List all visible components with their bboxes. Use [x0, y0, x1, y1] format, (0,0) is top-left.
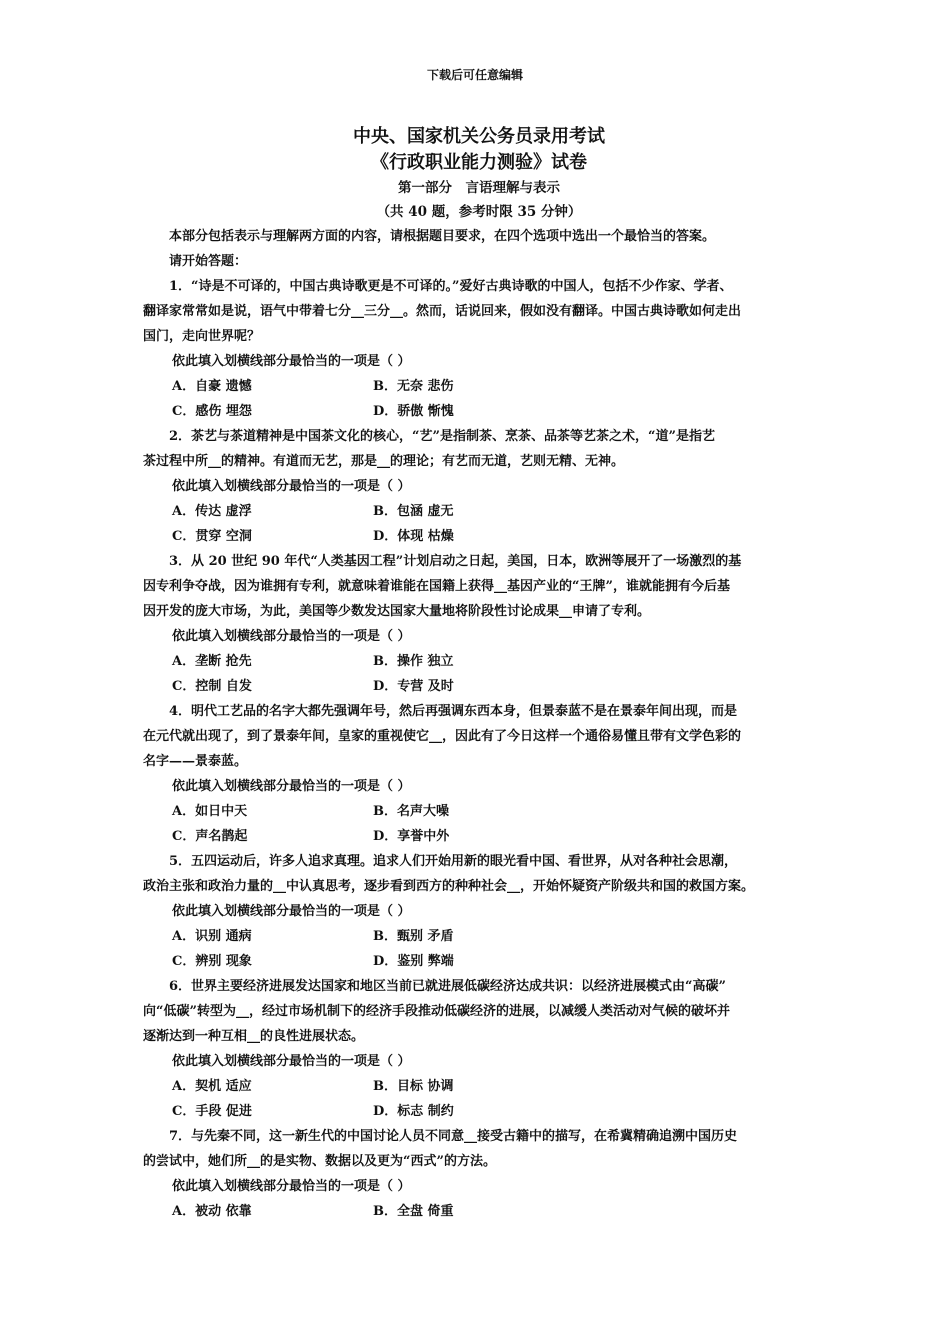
answer-option[interactable]: D．享誉中外 [373, 829, 450, 844]
answer-option[interactable]: D．专营 及时 [373, 679, 454, 694]
answer-option[interactable]: B．无奈 悲伤 [373, 379, 454, 394]
question-prompt: 依此填入划横线部分最恰当的一项是（ ） [172, 479, 411, 494]
answer-option[interactable]: C．控制 自发 [172, 679, 252, 694]
option-row [143, 524, 815, 549]
question-text-line: 茶过程中所__的精神。有道而无艺，那是__的理论；有艺而无道，艺则无精、无神。 [143, 454, 625, 469]
question-text-line: 2．茶艺与茶道精神是中国茶文化的核心，“艺”是指制茶、烹茶、品茶等艺茶之术，“道”是指艺 [169, 429, 715, 444]
answer-option[interactable]: B．目标 协调 [373, 1079, 454, 1094]
question-4 [143, 699, 815, 849]
start-prompt: 请开始答题： [169, 254, 248, 269]
answer-option[interactable]: D．体现 枯燥 [373, 529, 454, 544]
answer-option[interactable]: A．被动 依靠 [172, 1204, 252, 1219]
answer-option[interactable]: D．标志 制约 [373, 1104, 454, 1119]
answer-option[interactable]: B．包涵 虚无 [373, 504, 454, 519]
answer-option[interactable]: C．感伤 埋怨 [172, 404, 252, 419]
question-list [143, 274, 815, 1224]
option-row [143, 649, 815, 674]
answer-option[interactable]: A．识别 通病 [172, 929, 252, 944]
answer-option[interactable]: C．声名鹊起 [172, 829, 248, 844]
option-row [143, 374, 815, 399]
question-text-line: 因开发的庞大市场，为此，美国等少数发达国家大量地将阶段性讨论成果__申请了专利。 [143, 604, 651, 619]
question-text-line: 因专利争夺战，因为谁拥有专利，就意味着谁能在国籍上获得__基因产业的“王牌”，谁就能拥有今后基 [143, 579, 730, 594]
question-1 [143, 274, 815, 424]
question-3 [143, 549, 815, 699]
question-text-line: 3．从 20 世纪 90 年代“人类基因工程”计划启动之日起，美国，日本，欧洲等展开了一场激烈的基 [169, 554, 742, 569]
option-row [143, 824, 815, 849]
option-row [143, 674, 815, 699]
question-prompt: 依此填入划横线部分最恰当的一项是（ ） [172, 779, 411, 794]
question-text-line: 5．五四运动后，许多人追求真理。追求人们开始用新的眼光看中国、看世界，从对各种社会思潮， [169, 854, 738, 869]
question-text-line: 的尝试中，她们所__的是实物、数据以及更为“西式”的方法。 [143, 1154, 496, 1169]
question-text-line: 国门，走向世界呢？ [143, 329, 261, 344]
answer-option[interactable]: A．垄断 抢先 [172, 654, 252, 669]
question-text-line: 翻译家常常如是说，语气中带着七分__三分__。然而，话说回来，假如没有翻译。中国古典诗歌如何走出 [143, 304, 742, 319]
answer-option[interactable]: A．契机 适应 [172, 1079, 252, 1094]
section-info: （共 40 题，参考时限 35 分钟） [376, 204, 582, 220]
question-prompt: 依此填入划横线部分最恰当的一项是（ ） [172, 904, 411, 919]
question-text-line: 逐渐达到一种互相__的良性进展状态。 [143, 1029, 365, 1044]
section-name: 第一部分 言语理解与表示 [398, 180, 560, 196]
question-text-line: 4．明代工艺品的名字大都先强调年号，然后再强调东西本身，但景泰蓝不是在景泰年间出现，而是 [169, 704, 738, 719]
question-prompt: 依此填入划横线部分最恰当的一项是（ ） [172, 1179, 411, 1194]
answer-option[interactable]: C．贯穿 空洞 [172, 529, 252, 544]
question-prompt: 依此填入划横线部分最恰当的一项是（ ） [172, 629, 411, 644]
section-instructions: 本部分包括表示与理解两方面的内容，请根据题目要求，在四个选项中选出一个最恰当的答案。 [169, 229, 716, 244]
option-row [143, 924, 815, 949]
question-text-line: 名字——景泰蓝。 [143, 754, 248, 769]
option-row [143, 399, 815, 424]
answer-option[interactable]: B．名声大噪 [373, 804, 449, 819]
question-6 [143, 974, 815, 1124]
question-prompt: 依此填入划横线部分最恰当的一项是（ ） [172, 354, 411, 369]
question-text-line: 6．世界主要经济进展发达国家和地区当前已就进展低碳经济达成共识：以经济进展模式由“高碳” [169, 979, 727, 994]
exam-title-line-1: 中央、国家机关公务员录用考试 [353, 126, 605, 147]
answer-option[interactable]: C．手段 促进 [172, 1104, 252, 1119]
question-text-line: 在元代就出现了，到了景泰年间，皇家的重视使它__，因此有了今日这样一个通俗易懂且带有文学色彩的 [143, 729, 742, 744]
question-2 [143, 424, 815, 549]
question-text-line: 1．“诗是不可译的，中国古典诗歌更是不可译的。”爱好古典诗歌的中国人，包括不少作家、学者、 [169, 279, 733, 294]
question-7 [143, 1124, 815, 1224]
exam-content [143, 124, 815, 1224]
answer-option[interactable]: D．骄傲 惭愧 [373, 404, 454, 419]
exam-title-line-2: 《行政职业能力测验》试卷 [371, 152, 587, 173]
question-5 [143, 849, 815, 974]
answer-option[interactable]: D．鉴别 弊端 [373, 954, 454, 969]
option-row [143, 1099, 815, 1124]
option-row [143, 949, 815, 974]
option-row [143, 499, 815, 524]
answer-option[interactable]: B．全盘 倚重 [373, 1204, 454, 1219]
answer-option[interactable]: B．操作 独立 [373, 654, 454, 669]
answer-option[interactable]: A．自豪 遗憾 [172, 379, 252, 394]
question-text-line: 7．与先秦不同，这一新生代的中国讨论人员不同意__接受古籍中的描写，在希冀精确追溯中国历史 [169, 1129, 738, 1144]
answer-option[interactable]: B．甄别 矛盾 [373, 929, 454, 944]
question-prompt: 依此填入划横线部分最恰当的一项是（ ） [172, 1054, 411, 1069]
answer-option[interactable]: A．如日中天 [172, 804, 248, 819]
answer-option[interactable]: A．传达 虚浮 [172, 504, 252, 519]
question-text-line: 政治主张和政治力量的__中认真思考，逐步看到西方的种种社会__，开始怀疑资产阶级共和国的救国方案。 [143, 879, 755, 894]
option-row [143, 1074, 815, 1099]
option-row [143, 799, 815, 824]
header-note: 下载后可任意编辑 [426, 68, 523, 82]
option-row [143, 1199, 815, 1224]
answer-option[interactable]: C．辨别 现象 [172, 954, 252, 969]
question-text-line: 向“低碳”转型为__，经过市场机制下的经济手段推动低碳经济的进展，以减缓人类活动对气候的破坏并 [143, 1004, 730, 1019]
